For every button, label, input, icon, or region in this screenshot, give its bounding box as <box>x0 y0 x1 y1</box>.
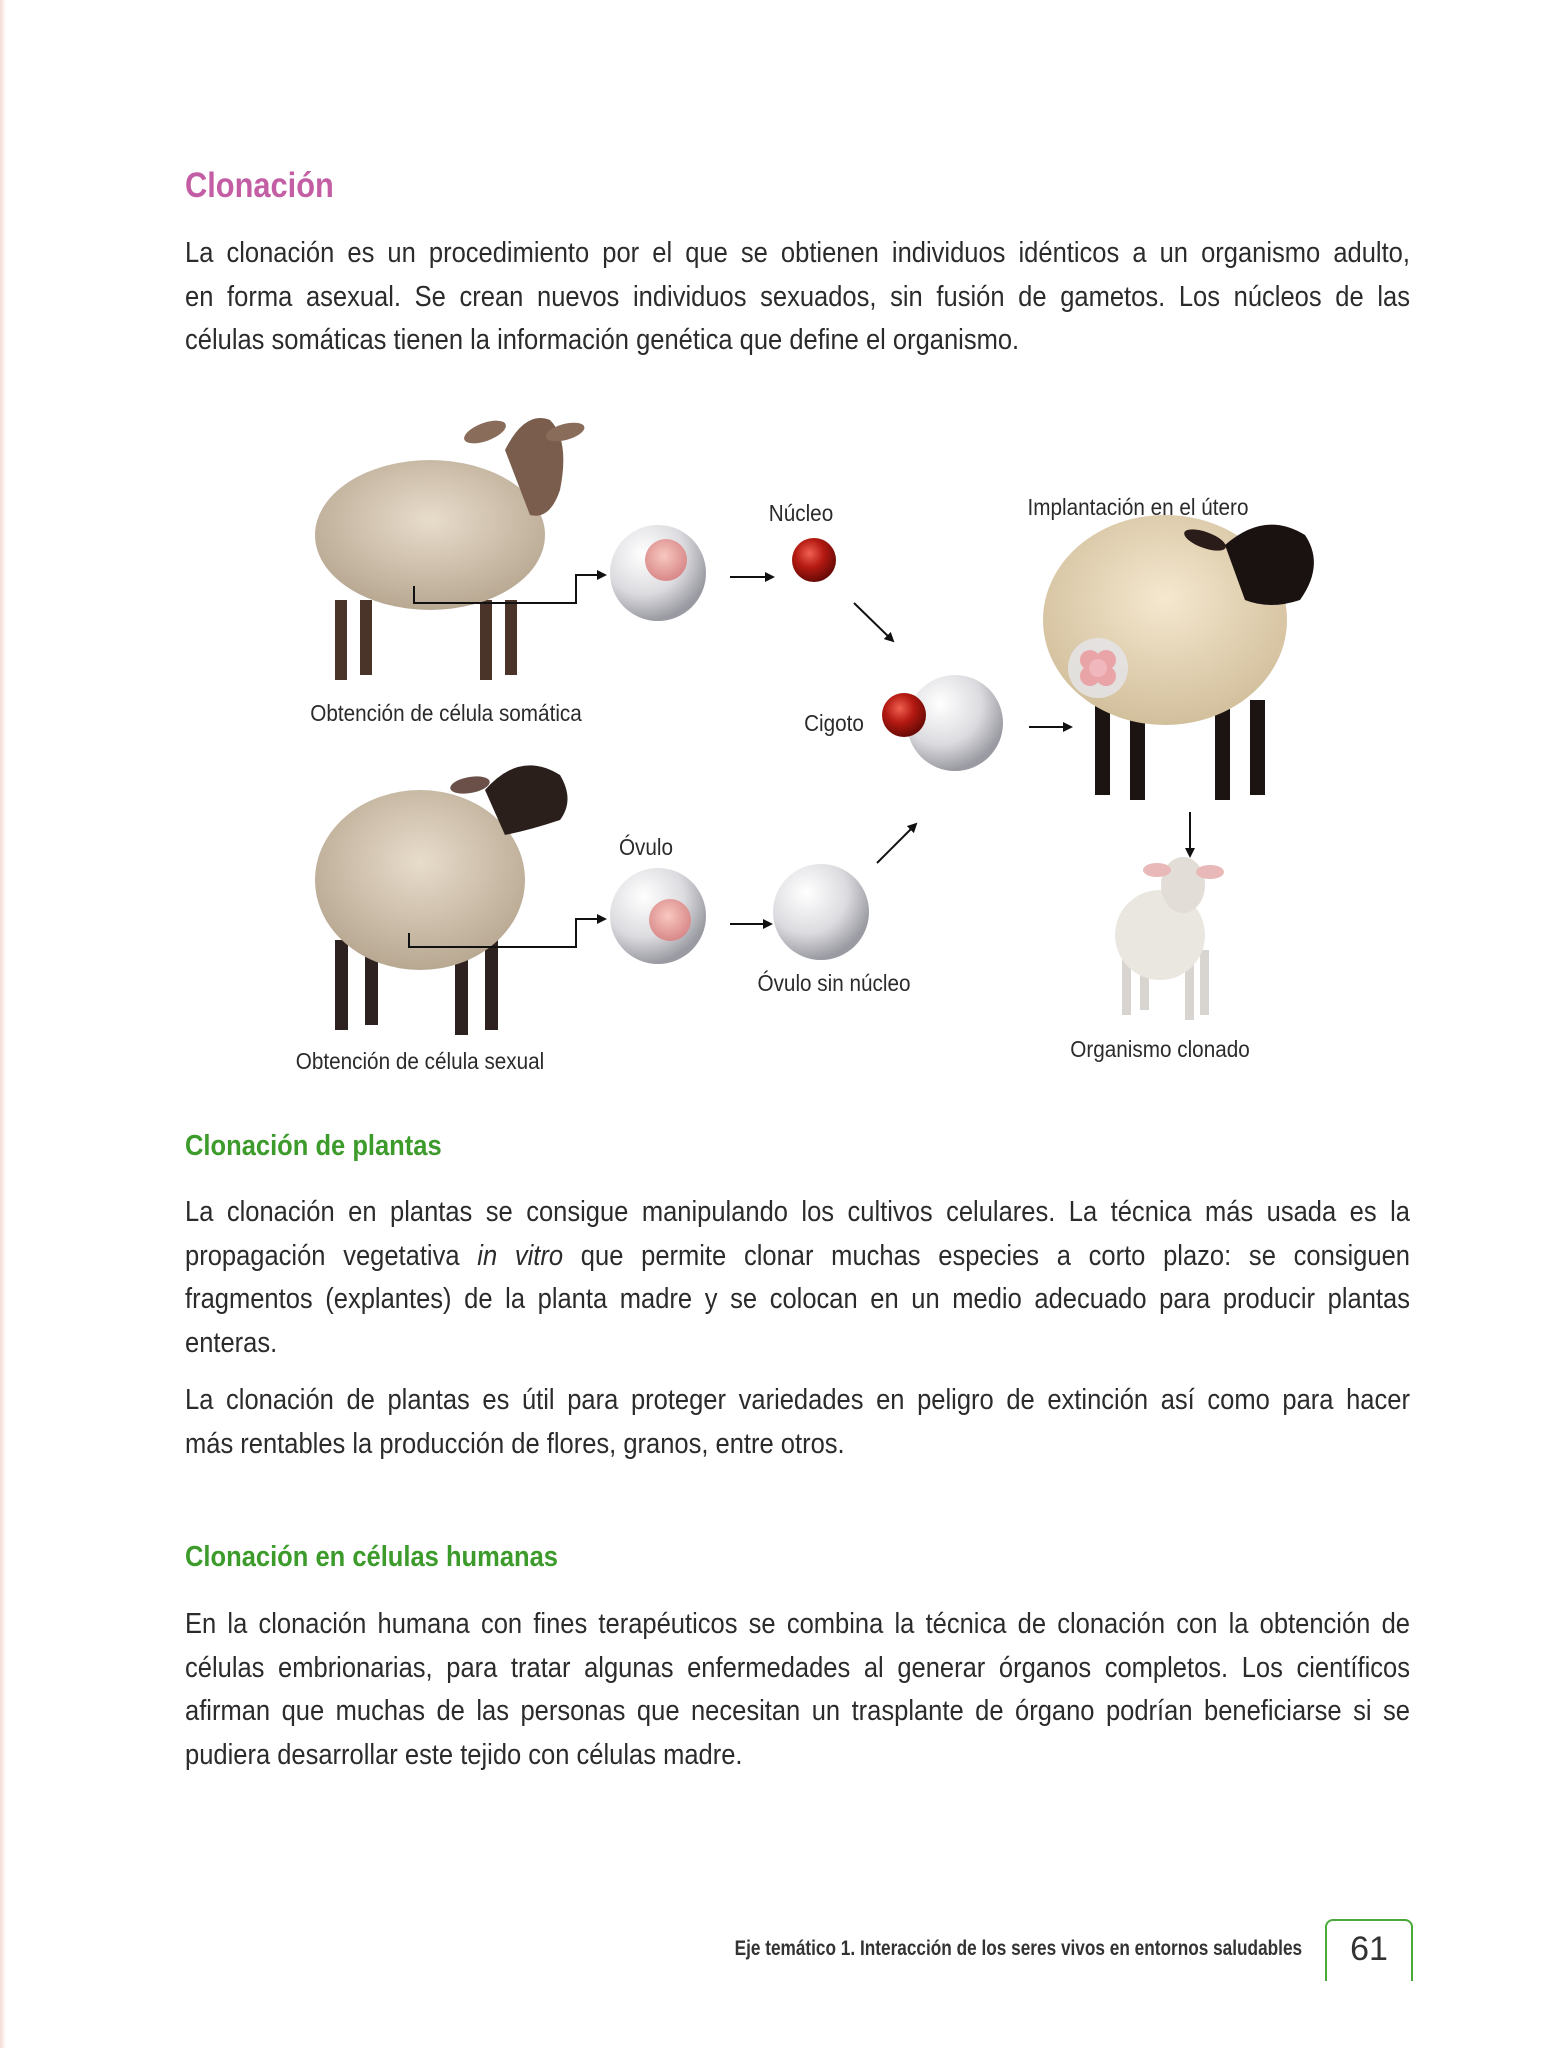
embryo-icon <box>1068 638 1128 698</box>
label-ovum-no-nucleus: Óvulo sin núcleo <box>757 970 911 996</box>
label-sexual: Obtención de célula sexual <box>295 1048 545 1074</box>
label-somatic: Obtención de célula somática <box>310 700 582 726</box>
text-line: enteras. <box>185 1326 278 1359</box>
text-line: células somáticas tienen la información genética que define el organismo. <box>185 324 1020 356</box>
text-line: pudiera desarrollar este tejido con células madre. <box>185 1738 743 1771</box>
text-line: en forma asexual. Se crean nuevos individuos sexuados, sin fusión de gametos. Los núcleos de las <box>185 280 1410 313</box>
sheep-somatic-image <box>315 416 586 680</box>
label-ovum: Óvulo <box>618 834 674 860</box>
label-cloned: Organismo clonado <box>1070 1036 1250 1062</box>
lamb-cloned-image <box>1115 857 1224 1020</box>
plants-paragraph-1 <box>185 1191 1410 1365</box>
label-implantation: Implantación en el útero <box>1027 494 1249 520</box>
text-line: más rentables la producción de flores, granos, entre otros. <box>185 1427 845 1460</box>
sheep-surrogate-image <box>1043 515 1314 800</box>
text-line: La clonación es un procedimiento por el que se obtienen individuos idénticos a un organismo adulto, <box>185 237 1410 269</box>
nucleus-icon <box>792 538 836 582</box>
text-line: células embrionarias, para tratar algunas enfermedades al generar órganos completos. Los científicos <box>185 1651 1410 1684</box>
section-title: Clonación <box>185 166 334 205</box>
human-paragraph <box>185 1603 1410 1777</box>
text-segment: propagación vegetativa <box>185 1239 478 1272</box>
sheep-sexual-image <box>315 765 568 1035</box>
text-line: La clonación en plantas se consigue manipulando los cultivos celulares. La técnica más usada es la <box>185 1196 1410 1228</box>
plants-heading: Clonación de plantas <box>185 1130 442 1162</box>
ovum-cell-icon <box>610 868 706 964</box>
somatic-cell-icon <box>610 525 706 621</box>
human-heading: Clonación en células humanas <box>185 1541 558 1573</box>
enucleated-ovum-icon <box>773 864 869 960</box>
arrow-icon <box>854 603 893 641</box>
text-line: La clonación de plantas es útil para proteger variedades en peligro de extinción así como para hacer <box>185 1384 1410 1416</box>
text-line: En la clonación humana con fines terapéuticos se combina la técnica de clonación con la obtención de <box>185 1608 1410 1640</box>
italic-term: in vitro <box>477 1239 564 1272</box>
zygote-icon <box>882 675 1003 771</box>
page-number: 61 <box>1325 1919 1413 1981</box>
plants-paragraph-2 <box>185 1379 1410 1466</box>
label-nucleus: Núcleo <box>768 500 834 526</box>
arrow-icon <box>877 824 916 863</box>
text-segment: que permite clonar muchas especies a corto plazo: se consiguen <box>563 1239 1410 1272</box>
label-zygote: Cigoto <box>804 710 864 736</box>
text-line: afirman que muchas de las personas que necesitan un trasplante de órgano podrían beneficiarse si se <box>185 1695 1410 1727</box>
text-line <box>185 1235 1410 1279</box>
footer-running-title: Eje temático 1. Interacción de los seres vivos en entornos saludables <box>734 1937 1302 1960</box>
text-line: fragmentos (explantes) de la planta madre y se colocan en un medio adecuado para producir plantas <box>185 1283 1410 1315</box>
